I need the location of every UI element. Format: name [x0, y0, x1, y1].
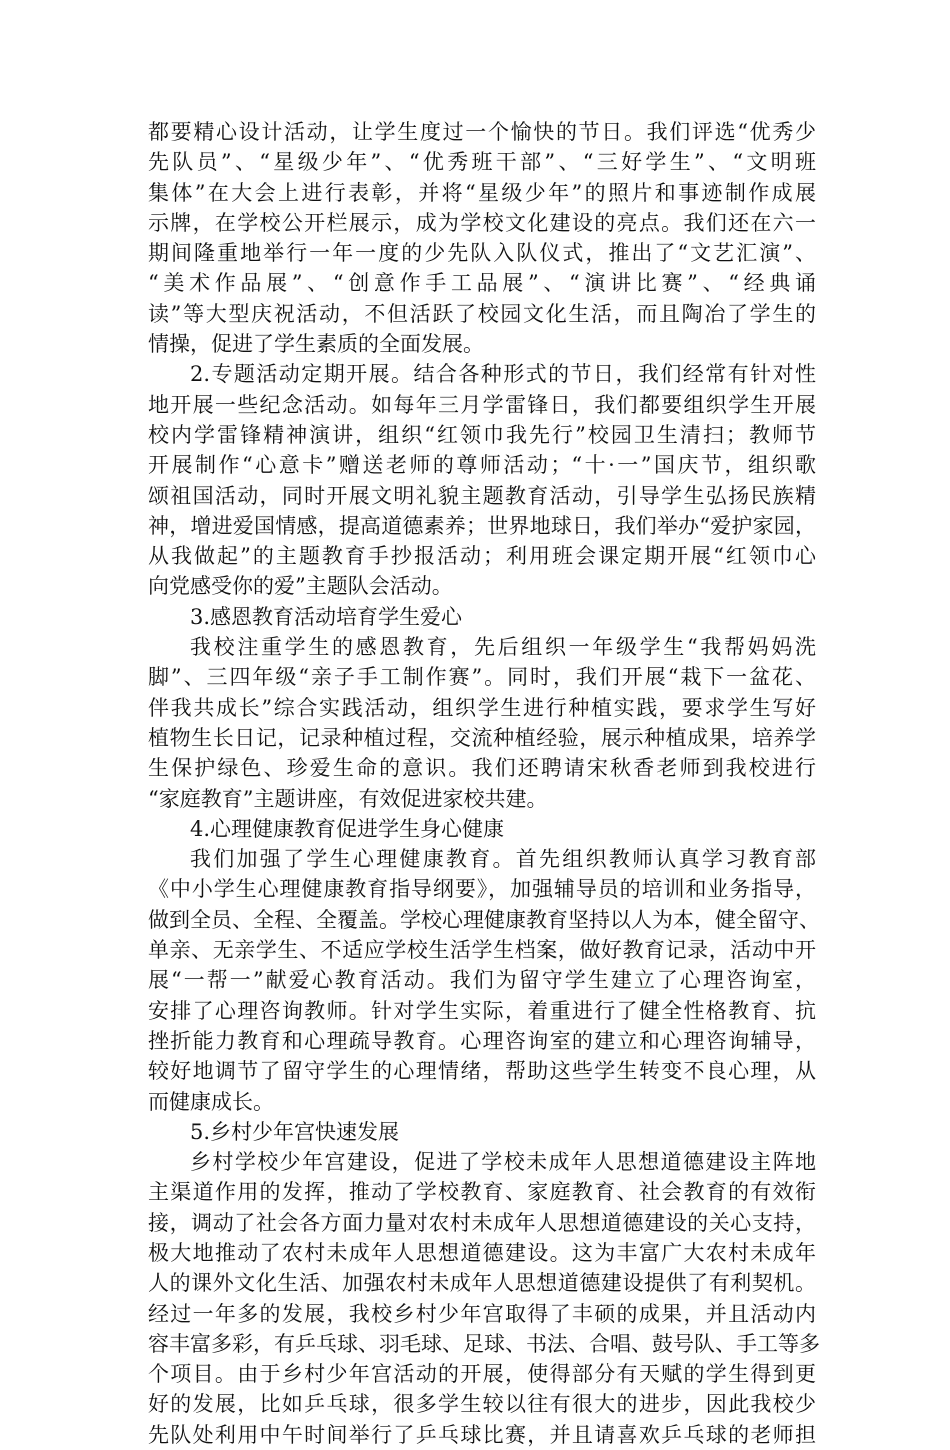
text-line: 接，调动了社会各方面力量对农村未成年人思想道德建设的关心支持，: [148, 1210, 816, 1235]
text-line: 极大地推动了农村未成年人思想道德建设。这为丰富广大农村未成年: [148, 1240, 816, 1265]
text-line: 《中小学生心理健康教育指导纲要》，加强辅导员的培训和业务指导，: [148, 877, 816, 902]
document-body: [148, 117, 820, 1450]
text-line: 4.心理健康教育促进学生身心健康: [190, 816, 505, 841]
text-line: 植物生长日记，记录种植过程，交流种植经验，展示种植成果，培养学: [148, 725, 816, 750]
text-line: 开展制作“心意卡”赠送老师的尊师活动；“十·一”国庆节，组织歌: [148, 453, 816, 478]
text-line: 3.感恩教育活动培育学生爱心: [190, 604, 463, 629]
text-line: 我们加强了学生心理健康教育。首先组织教师认真学习教育部: [190, 847, 816, 872]
text-line: 单亲、无亲学生、不适应学校生活学生档案，做好教育记录，活动中开: [148, 938, 816, 963]
text-line: 先队处利用中午时间举行了乒乓球比赛，并且请喜欢乒乓球的老师担: [148, 1422, 816, 1447]
text-line: 展“一帮一”献爱心教育活动。我们为留守学生建立了心理咨询室，: [148, 968, 816, 993]
text-line: 经过一年多的发展，我校乡村少年宫取得了丰硕的成果，并且活动内: [148, 1301, 816, 1326]
text-line: 校内学雷锋精神演讲，组织“红领巾我先行”校园卫生清扫；教师节: [148, 422, 816, 447]
text-line: 做到全员、全程、全覆盖。学校心理健康教育坚持以人为本，健全留守、: [148, 907, 820, 932]
text-line: 先队员”、“星级少年”、“优秀班干部”、“三好学生”、“文明班: [148, 150, 816, 175]
text-line: 容丰富多彩，有乒乓球、羽毛球、足球、书法、合唱、鼓号队、手工等多: [148, 1331, 820, 1356]
text-line: 神，增进爱国情感，提高道德素养；世界地球日，我们举办“爱护家园，: [148, 513, 816, 538]
text-line: 挫折能力教育和心理疏导教育。心理咨询室的建立和心理咨询辅导，: [148, 1028, 816, 1053]
text-line: 人的课外文化生活、加强农村未成年人思想道德建设提供了有利契机。: [148, 1271, 816, 1296]
text-line: 读”等大型庆祝活动，不但活跃了校园文化生活，而且陶冶了学生的: [148, 301, 816, 326]
text-line: 好的发展，比如乒乓球，很多学生较以往有很大的进步，因此我校少: [148, 1392, 816, 1417]
text-line: 2.专题活动定期开展。结合各种形式的节日，我们经常有针对性: [190, 362, 816, 387]
text-line: 向党感受你的爱”主题队会活动。: [148, 574, 453, 599]
text-line: 都要精心设计活动，让学生度过一个愉快的节日。我们评选“优秀少: [148, 120, 816, 144]
text-line: 较好地调节了留守学生的心理情绪，帮助这些学生转变不良心理，从: [148, 1059, 816, 1084]
text-line: 生保护绿色、珍爱生命的意识。我们还聘请宋秋香老师到我校进行: [148, 756, 816, 781]
text-line: 我校注重学生的感恩教育，先后组织一年级学生“我帮妈妈洗: [190, 635, 816, 660]
text-line: “家庭教育”主题讲座，有效促进家校共建。: [148, 786, 548, 811]
text-line: 主渠道作用的发挥，推动了学校教育、家庭教育、社会教育的有效衔: [148, 1180, 816, 1205]
text-line: 情操，促进了学生素质的全面发展。: [148, 332, 484, 357]
text-line: 示牌，在学校公开栏展示，成为学校文化建设的亮点。我们还在六一: [148, 210, 816, 235]
text-line: 集体”在大会上进行表彰，并将“星级少年”的照片和事迹制作成展: [148, 180, 816, 205]
text-line: 期间隆重地举行一年一度的少先队入队仪式，推出了“文艺汇演”、: [148, 241, 816, 266]
text-line: 颂祖国活动，同时开展文明礼貌主题教育活动，引导学生弘扬民族精: [148, 483, 816, 508]
text-line: 乡村学校少年宫建设，促进了学校未成年人思想道德建设主阵地: [190, 1150, 816, 1175]
text-line: 5.乡村少年宫快速发展: [190, 1119, 400, 1144]
text-line: 安排了心理咨询教师。针对学生实际，着重进行了健全性格教育、抗: [148, 998, 816, 1023]
text-line: 地开展一些纪念活动。如每年三月学雷锋日，我们都要组织学生开展: [148, 392, 816, 417]
text-line: “美术作品展”、“创意作手工品展”、“演讲比赛”、“经典诵: [148, 271, 816, 296]
text-line: 个项目。由于乡村少年宫活动的开展，使得部分有天赋的学生得到更: [148, 1362, 816, 1387]
text-line: 从我做起”的主题教育手抄报活动；利用班会课定期开展“红领巾心: [148, 544, 816, 569]
text-line: 伴我共成长”综合实践活动，组织学生进行种植实践，要求学生写好: [148, 695, 816, 720]
text-line: 脚”、三四年级“亲子手工制作赛”。同时，我们开展“栽下一盆花、: [148, 665, 816, 690]
text-line: 而健康成长。: [148, 1089, 274, 1114]
